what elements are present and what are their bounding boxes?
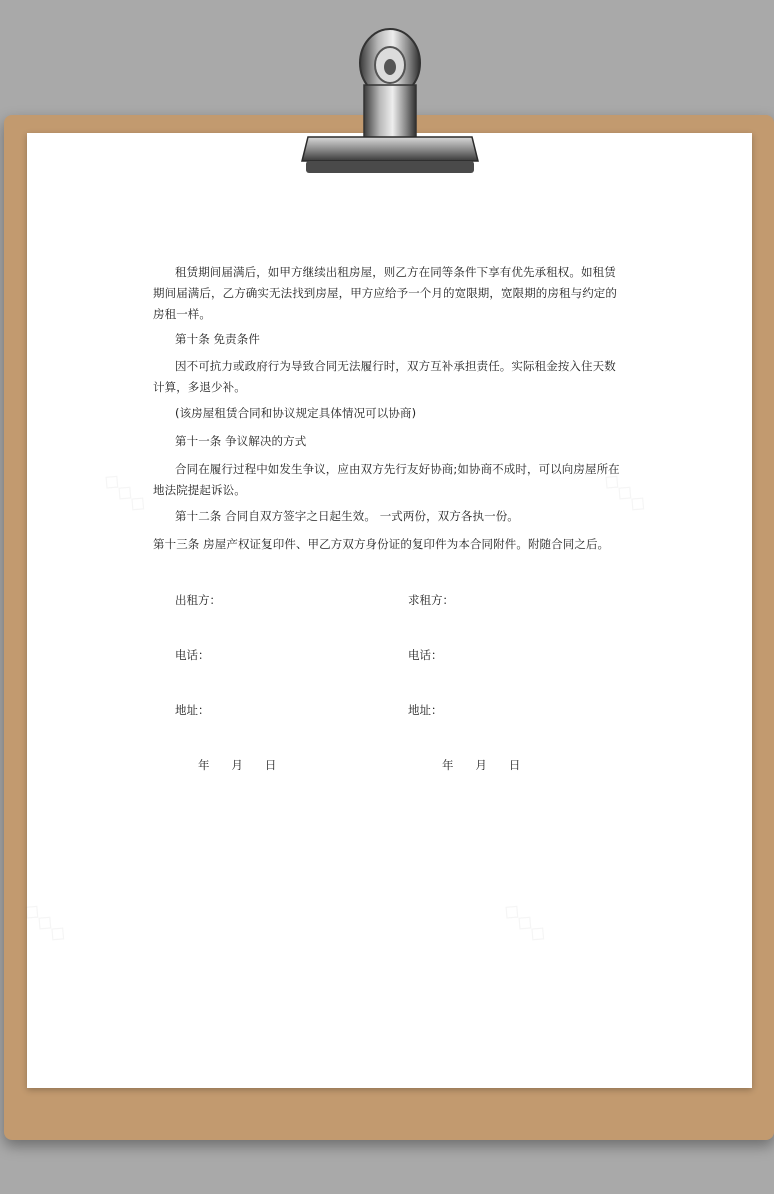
clause-12: 第十二条 合同自双方签字之日起生效。 一式两份，双方各执一份。 <box>175 509 519 523</box>
lessor-address-label: 地址： <box>175 703 210 717</box>
clause-renewal: 租赁期间届满后，如甲方继续出租房屋，则乙方在同等条件下享有优先承租权。如租赁期间届满后，乙方确实无法找到房屋，甲方应给予一个月的宽限期，宽限期的房租与约定的房租一样。 <box>153 265 617 321</box>
clause-11-title: 第十一条 争议解决的方式 <box>175 434 307 448</box>
lessee-address-label: 地址： <box>408 703 443 717</box>
lessee-date-label: 年 月 日 <box>442 758 521 772</box>
clause-13: 第十三条 房屋产权证复印件、甲乙方双方身份证的复印件为本合同附件。附随合同之后。 <box>153 537 610 551</box>
lessee-phone-label: 电话： <box>408 648 443 662</box>
binder-clip-icon <box>300 25 480 180</box>
lessor-label: 出租方： <box>175 593 221 607</box>
lessor-date-label: 年 月 日 <box>198 758 277 772</box>
clause-10-title: 第十条 免责条件 <box>175 332 260 346</box>
negotiation-note: (该房屋租赁合同和协议规定具体情况可以协商) <box>175 406 417 420</box>
lessor-phone-label: 电话： <box>175 648 210 662</box>
clause-10-body: 因不可抗力或政府行为导致合同无法履行时，双方互补承担责任。实际租金按入住天数计算，多退少补。 <box>153 359 616 394</box>
clause-11-body: 合同在履行过程中如发生争议，应由双方先行友好协商;如协商不成时，可以向房屋所在地法院提起诉讼。 <box>153 462 620 497</box>
lessee-label: 求租方： <box>408 593 454 607</box>
